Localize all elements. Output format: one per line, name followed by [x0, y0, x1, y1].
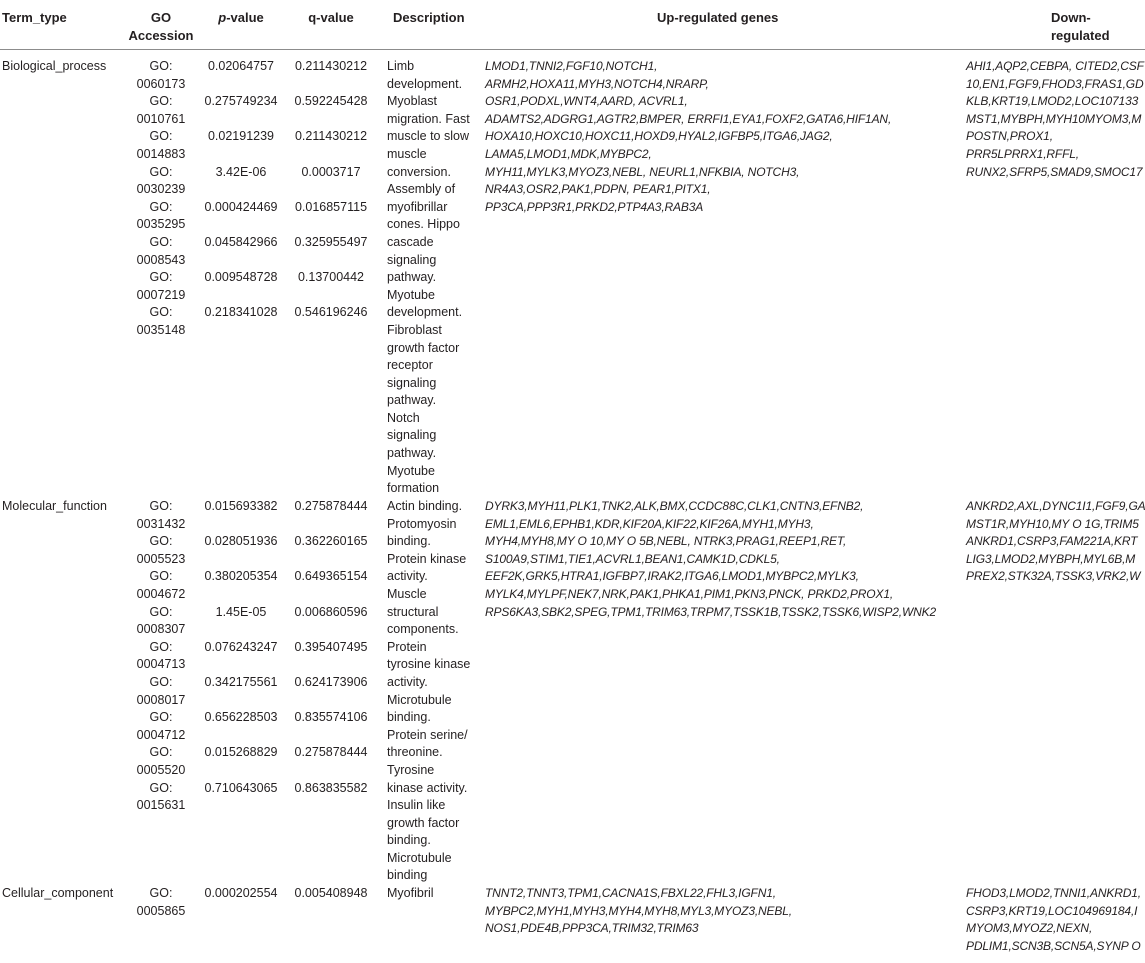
down-regulated-genes-cell: AHI1,AQP2,CEBPA, CITED2,CSF 10,EN1,FGF9,FHOD3,FRAS1,GD KLB,KRT19,LMOD2,LOC107133 MST1,MYBPH,MYH10MYOM3,M POSTN,PROX1, PRR5LPRRX1,RFFL, RUNX2,SFRP5,SMAD9,SMOC17	[966, 59, 1144, 179]
term-type-cell: Cellular_component	[2, 886, 114, 900]
description-cell: Limb development. Myoblast migration. Fast muscle to slow muscle conversion. Assembly of myofibrillar cones. Hippo cascade signaling pathway. Myotube development. Fibroblast growth factor receptor signaling pathway. Notch signaling pathway. Myotube formation	[387, 59, 470, 496]
header-term-type: Term_type	[2, 10, 67, 25]
description-cell: Actin binding. Protomyosin binding. Protein kinase activity. Muscle structural components. Protein tyrosine kinase activity. Microtubule binding. Protein serine/ threonine. Tyrosine kinase activity. Insulin like growth factor binding. Microtubule binding	[387, 499, 471, 883]
down-regulated-genes-cell: FHOD3,LMOD2,TNNI1,ANKRD1, CSRP3,KRT19,LOC104969184,I MYOM3,MYOZ2,NEXN, PDLIM1,SCN3B,SCN5A,SYNP O	[966, 886, 1141, 953]
header-description: Description	[393, 10, 465, 25]
p-value-cell: 0.015693382 0.028051936 0.380205354 1.45E-05 0.076243247 0.342175561 0.656228503 0.015268829 0.710643065	[204, 499, 278, 795]
description-cell: Myofibril	[387, 886, 434, 900]
down-regulated-genes-cell: ANKRD2,AXL,DYNC1I1,FGF9,GA MST1R,MYH10,MY O 1G,TRIM5 ANKRD1,CSRP3,FAM221A,KRT LIG3,LMOD2,MYBPH,MYL6B,M PREX2,STK32A,TSSK3,VRK2,W	[966, 499, 1145, 584]
q-value-cell: 0.005408948	[294, 886, 368, 900]
up-regulated-genes-cell: DYRK3,MYH11,PLK1,TNK2,ALK,BMX,CCDC88C,CLK1,CNTN3,EFNB2, EML1,EML6,EPHB1,KDR,KIF20A,KIF22,KIF26A,MYH1,MYH3, MYH4,MYH8,MY O 10,MY O 5B,NEBL, NTRK3,PRAG1,REEP1,RET, S100A9,STIM1,TIE1,ACVRL1,BEAN1,CAMK1D,CDKL5, EEF2K,GRK5,HTRA1,IGFBP7,IRAK2,ITGA6,LMOD1,MYBPC2,MYLK3, MYLK4,MYLPF,NEK7,NRK,PAK1,PHKA1,PIM1,PKN3,PNCK, PRKD2,PROX1, RPS6KA3,SBK2,SPEG,TPM1,TRIM63,TRPM7,TSSK1B,TSSK2,TSSK6,WISP2,WNK2	[485, 499, 937, 619]
table-header	[0, 0, 1145, 50]
go-accession-cell: GO: 0060173 GO: 0010761 GO: 0014883 GO: 0030239 GO: 0035295 GO: 0008543 GO: 0007219 GO: 0035148	[136, 59, 186, 337]
go-accession-cell: GO: 0031432 GO: 0005523 GO: 0004672 GO: 0008307 GO: 0004713 GO: 0008017 GO: 0004712 GO: 0005520 GO: 0015631	[136, 499, 186, 813]
header-down-regulated: Down-regulated	[1051, 10, 1110, 43]
up-regulated-genes-cell: LMOD1,TNNI2,FGF10,NOTCH1, ARMH2,HOXA11,MYH3,NOTCH4,NRARP, OSR1,PODXL,WNT4,AARD, ACVRL1, ADAMTS2,ADGRG1,AGTR2,BMPER, ERRFI1,EYA1,FOXF2,GATA6,HIF1AN, HOXA10,HOXC10,HOXC11,HOXD9,HYAL2,IGFBP5,ITGA6,JAG2, LAMA5,LMOD1,MDK,MYBPC2, MYH11,MYLK3,MYOZ3,NEBL, NEURL1,NFKBIA, NOTCH3, NR4A3,OSR2,PAK1,PDPN, PEAR1,PITX1, PP3CA,PPP3R1,PRKD2,PTP4A3,RAB3A	[485, 59, 892, 214]
term-type-cell: Biological_process	[2, 59, 107, 73]
p-value-cell: 0.000202554	[204, 886, 278, 900]
header-q-value: q-value	[308, 10, 354, 25]
up-regulated-genes-cell: TNNT2,TNNT3,TPM1,CACNA1S,FBXL22,FHL3,IGFN1, MYBPC2,MYH1,MYH3,MYH4,MYH8,MYL3,MYOZ3,NEBL, NOS1,PDE4B,PPP3CA,TRIM32,TRIM63	[485, 886, 792, 936]
header-p-value: p-value	[218, 10, 264, 25]
go-accession-cell: GO: 0005865	[136, 886, 186, 918]
term-type-cell: Molecular_function	[2, 499, 107, 513]
q-value-cell: 0.211430212 0.592245428 0.211430212 0.0003717 0.016857115 0.325955497 0.13700442 0.546196246	[294, 59, 368, 320]
header-go-accession: GO Accession	[128, 10, 194, 43]
header-up-regulated: Up-regulated genes	[657, 10, 779, 25]
q-value-cell: 0.275878444 0.362260165 0.649365154 0.006860596 0.395407495 0.624173906 0.835574106 0.275878444 0.863835582	[294, 499, 368, 795]
p-value-cell: 0.02064757 0.275749234 0.02191239 3.42E-06 0.000424469 0.045842966 0.009548728 0.218341028	[204, 59, 278, 320]
